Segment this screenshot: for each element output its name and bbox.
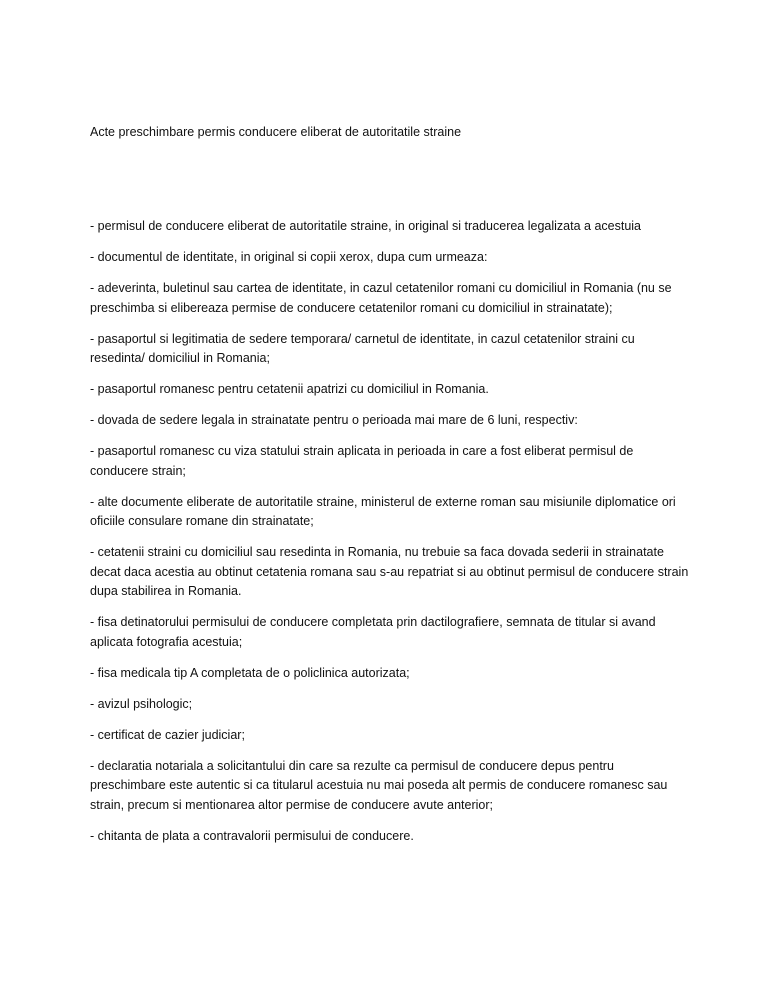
list-item: - alte documente eliberate de autoritatile straine, ministerul de externe roman sau misiunile diplomatice ori oficiile consulare romane din strainatate; <box>90 494 676 528</box>
list-item: - pasaportul romanesc pentru cetatenii apatrizi cu domiciliul in Romania. <box>90 382 489 396</box>
list-item: - cetatenii straini cu domiciliul sau resedinta in Romania, nu trebuie sa faca dovada sederii in strainatate decat daca acestia au obtinut cetatenia romana sau s-au repatriat si au obtinut permisul de conducere strain dupa stabilirea in Romania. <box>90 545 689 598</box>
list-item: - documentul de identitate, in original si copii xerox, dupa cum urmeaza: <box>90 250 488 264</box>
list-item: - pasaportul romanesc cu viza statului strain aplicata in perioada in care a fost eliberat permisul de conducere strain; <box>90 444 634 478</box>
list-item: - pasaportul si legitimatia de sedere temporara/ carnetul de identitate, in cazul cetatenilor straini cu resedinta/ domiciliul in Romania; <box>90 331 635 365</box>
requirements-list <box>90 217 690 858</box>
list-item: - fisa detinatorului permisului de conducere completata prin dactilografiere, semnata de titular si avand aplicata fotografia acestuia; <box>90 615 656 649</box>
list-item: - certificat de cazier judiciar; <box>90 727 245 742</box>
list-item: - declaratia notariala a solicitantului din care sa rezulte ca permisul de conducere depus pentru preschimbare este autentic si ca titularul acestuia nu mai poseda alt permis de conducere romanesc sau strain, precum si mentionarea altor permise de conducere avute anterior; <box>90 758 668 812</box>
list-item: - fisa medicala tip A completata de o policlinica autorizata; <box>90 665 410 680</box>
list-item: - adeverinta, buletinul sau cartea de identitate, in cazul cetatenilor romani cu domiciliul in Romania (nu se preschimba si elibereaza permise de conducere cetatenilor romani cu domiciliul in strainatate); <box>90 281 672 315</box>
list-item: - dovada de sedere legala in strainatate pentru o perioada mai mare de 6 luni, respectiv: <box>90 413 578 427</box>
document-title: Acte preschimbare permis conducere eliberat de autoritatile straine <box>90 125 462 139</box>
list-item: - permisul de conducere eliberat de autoritatile straine, in original si traducerea legalizata a acestuia <box>90 219 642 233</box>
list-item: - chitanta de plata a contravalorii permisului de conducere. <box>90 828 414 843</box>
list-item: - avizul psihologic; <box>90 696 193 711</box>
